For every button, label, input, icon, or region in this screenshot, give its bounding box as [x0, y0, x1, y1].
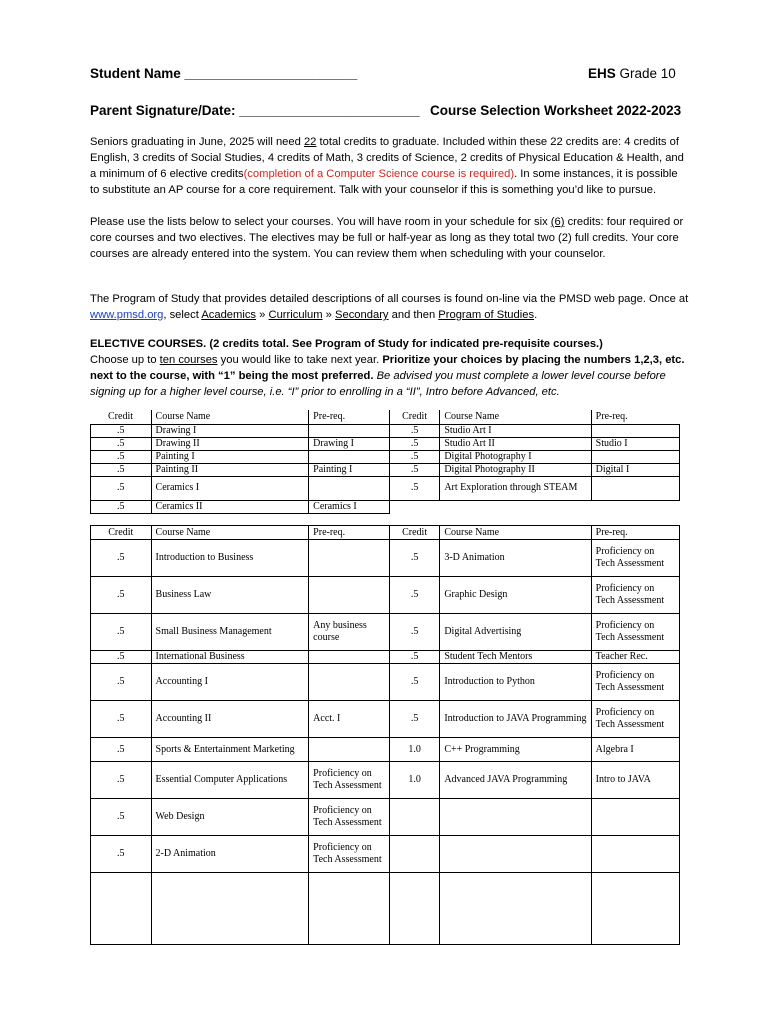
grade-label: [588, 66, 676, 81]
prereq-cell: Digital I: [591, 463, 679, 476]
course-name-cell: [440, 873, 591, 945]
credit-cell: .5: [91, 651, 152, 664]
course-name-header: Course Name: [440, 526, 591, 540]
credit-cell: .5: [91, 614, 152, 651]
table-row: [91, 463, 680, 476]
course-name-cell: Essential Computer Applications: [151, 762, 309, 799]
table-row: [91, 450, 680, 463]
prereq-cell: Intro to JAVA: [591, 762, 679, 799]
art-courses-table: [90, 410, 680, 514]
course-name-cell: Ceramics II: [151, 500, 309, 513]
prereq-cell: Proficiency on Tech Assessment: [309, 762, 390, 799]
course-name-header: Course Name: [151, 526, 309, 540]
prereq-cell: [591, 836, 679, 873]
elective-instructions: ELECTIVE COURSES. (2 credits total. See Program of Study for indicated pre-requisite courses.) Choose up to ten courses you would like to take next year. Prioritize your choices by placing the numbers 1,2,3, etc. next to the course, with “1” being the most preferred. Be advised you must complete a lower level course before signing up for a higher level course, i.e. “I” prior to enrolling in a “II”, Intro before Advanced, etc.: [90, 338, 685, 398]
prereq-cell: Drawing I: [309, 437, 390, 450]
credit-cell: .5: [389, 424, 439, 437]
prereq-cell: Studio I: [591, 437, 679, 450]
course-name-cell: Drawing I: [151, 424, 309, 437]
course-name-cell: Advanced JAVA Programming: [440, 762, 591, 799]
prereq-cell: Proficiency on Tech Assessment: [591, 664, 679, 701]
course-name-header: Course Name: [151, 410, 309, 424]
credit-cell: [389, 836, 439, 873]
course-name-cell: 3-D Animation: [440, 540, 591, 577]
table-row: [91, 664, 680, 701]
prereq-cell: [591, 476, 679, 500]
credit-cell: .5: [389, 540, 439, 577]
prereq-cell: Proficiency on Tech Assessment: [591, 614, 679, 651]
course-name-cell: Drawing II: [151, 437, 309, 450]
credit-cell: .5: [389, 463, 439, 476]
prereq-cell: [309, 540, 390, 577]
credit-cell: .5: [91, 577, 152, 614]
prereq-cell: Proficiency on Tech Assessment: [591, 540, 679, 577]
course-name-cell: Digital Photography II: [440, 463, 591, 476]
credit-cell: .5: [389, 577, 439, 614]
prereq-header: Pre-req.: [309, 410, 390, 424]
course-name-cell: Art Exploration through STEAM: [440, 476, 591, 500]
school-name: EHS: [588, 66, 616, 81]
table-row: [91, 540, 680, 577]
credit-cell: 1.0: [389, 762, 439, 799]
course-name-header: Course Name: [440, 410, 591, 424]
credit-cell: .5: [389, 664, 439, 701]
prereq-cell: [309, 651, 390, 664]
academics-link[interactable]: Academics: [201, 309, 257, 321]
credit-cell: .5: [91, 463, 152, 476]
prereq-cell: Painting I: [309, 463, 390, 476]
credit-cell: .5: [91, 424, 152, 437]
parent-signature-line[interactable]: Parent Signature/Date: ________________________: [90, 103, 420, 118]
prereq-cell: [591, 450, 679, 463]
prereq-cell: Ceramics I: [309, 500, 390, 513]
table-row: [91, 614, 680, 651]
credit-cell: .5: [389, 701, 439, 738]
table-row: [91, 836, 680, 873]
credit-cell: [389, 873, 439, 945]
credit-cell: 1.0: [389, 738, 439, 762]
credit-cell: .5: [91, 450, 152, 463]
table-row: [91, 500, 680, 513]
credit-cell: .5: [91, 836, 152, 873]
course-name-cell: Web Design: [151, 799, 309, 836]
credit-header: Credit: [91, 526, 152, 540]
prereq-cell: [309, 476, 390, 500]
table-row: [91, 651, 680, 664]
course-name-cell: Introduction to Python: [440, 664, 591, 701]
course-name-cell: Business Law: [151, 577, 309, 614]
course-name-cell: [440, 836, 591, 873]
course-name-cell: Student Tech Mentors: [440, 651, 591, 664]
prereq-header: Pre-req.: [591, 410, 679, 424]
course-name-cell: Digital Advertising: [440, 614, 591, 651]
table-row: [91, 476, 680, 500]
credit-cell: .5: [389, 437, 439, 450]
prereq-cell: [309, 738, 390, 762]
prereq-cell: [309, 424, 390, 437]
course-name-cell: Studio Art I: [440, 424, 591, 437]
credit-cell: .5: [91, 762, 152, 799]
credit-cell: .5: [91, 664, 152, 701]
intro-paragraph-2: Please use the lists below to select your courses. You will have room in your schedule for six (6) credits: four required or core courses and two electives. The electives may be full or half-year as long as they total two (2) full credits. Your core courses are already entered into the system. You can review them when scheduling with your counselor.: [90, 216, 684, 260]
course-name-cell: Accounting I: [151, 664, 309, 701]
credit-cell: .5: [91, 540, 152, 577]
prereq-cell: Acct. I: [309, 701, 390, 738]
course-name-cell: [151, 873, 309, 945]
prereq-cell: Proficiency on Tech Assessment: [591, 577, 679, 614]
table-row: [91, 424, 680, 437]
course-name-cell: 2-D Animation: [151, 836, 309, 873]
course-name-cell: Graphic Design: [440, 577, 591, 614]
credit-header: Credit: [389, 526, 439, 540]
course-name-cell: Painting I: [151, 450, 309, 463]
credit-cell: .5: [389, 651, 439, 664]
table-row: [91, 577, 680, 614]
pmsd-link[interactable]: www.pmsd.org: [90, 309, 164, 321]
program-of-studies-link[interactable]: Program of Studies: [438, 309, 535, 321]
credit-cell: .5: [91, 437, 152, 450]
grade-text: Grade 10: [619, 66, 676, 81]
table-row: [91, 701, 680, 738]
table-row: [91, 799, 680, 836]
elective-title: ELECTIVE COURSES. (2 credits total. See Program of Study for indicated pre-requisite courses.): [90, 338, 603, 350]
prereq-cell: Algebra I: [591, 738, 679, 762]
prereq-cell: [591, 424, 679, 437]
worksheet-title: Course Selection Worksheet 2022-2023: [430, 103, 682, 118]
prereq-cell: [309, 577, 390, 614]
prereq-cell: [309, 873, 390, 945]
credit-cell: .5: [389, 614, 439, 651]
prereq-header: Pre-req.: [591, 526, 679, 540]
course-name-cell: Ceramics I: [151, 476, 309, 500]
table-row: [91, 873, 680, 945]
intro-paragraph-3: The Program of Study that provides detailed descriptions of all courses is found on-line via the PMSD web page. Once at www.pmsd.org, select Academics » Curriculum » Secondary and then Program of Studies.: [90, 293, 689, 321]
credit-cell: .5: [91, 476, 152, 500]
prereq-cell: [591, 873, 679, 945]
course-name-cell: Small Business Management: [151, 614, 309, 651]
curriculum-link[interactable]: Curriculum: [268, 309, 323, 321]
course-name-cell: Introduction to Business: [151, 540, 309, 577]
course-name-cell: Painting II: [151, 463, 309, 476]
credit-cell: .5: [389, 450, 439, 463]
student-name-line[interactable]: Student Name _______________________: [90, 66, 358, 81]
credit-cell: [389, 799, 439, 836]
course-name-cell: International Business: [151, 651, 309, 664]
secondary-link[interactable]: Secondary: [335, 309, 389, 321]
prereq-cell: [591, 799, 679, 836]
prereq-cell: Any business course: [309, 614, 390, 651]
table-row: [91, 437, 680, 450]
credit-header: Credit: [389, 410, 439, 424]
prereq-cell: [309, 664, 390, 701]
course-name-cell: C++ Programming: [440, 738, 591, 762]
credit-cell: .5: [91, 701, 152, 738]
course-name-cell: Introduction to JAVA Programming: [440, 701, 591, 738]
elective-courses-table: [90, 525, 680, 945]
course-name-cell: Digital Photography I: [440, 450, 591, 463]
prereq-cell: Proficiency on Tech Assessment: [309, 836, 390, 873]
course-name-cell: Accounting II: [151, 701, 309, 738]
credit-cell: [91, 873, 152, 945]
prereq-cell: Teacher Rec.: [591, 651, 679, 664]
credit-cell: .5: [91, 738, 152, 762]
intro-paragraph-1: Seniors graduating in June, 2025 will need 22 total credits to graduate. Included within these 22 credits are: 4 credits of English, 3 credits of Social Studies, 4 credits of Math, 3 credits of Science, 2 credits of Physical Education & Health, and a minimum of 6 elective credits(completion of a Computer Science course is required). In some instances, it is possible to substitute an AP course for a core requirement. Talk with your counselor if this is something you’d like to pursue.: [90, 136, 684, 196]
cs-requirement-note: (completion of a Computer Science course is required): [243, 168, 515, 180]
credit-cell: .5: [91, 799, 152, 836]
course-name-cell: [440, 799, 591, 836]
credit-cell: .5: [91, 500, 152, 513]
empty-cell: [389, 500, 679, 513]
course-name-cell: Studio Art II: [440, 437, 591, 450]
prereq-cell: [309, 450, 390, 463]
table-row: [91, 738, 680, 762]
prereq-header: Pre-req.: [309, 526, 390, 540]
credit-header: Credit: [91, 410, 152, 424]
prereq-cell: Proficiency on Tech Assessment: [309, 799, 390, 836]
table-row: [91, 762, 680, 799]
course-name-cell: Sports & Entertainment Marketing: [151, 738, 309, 762]
prereq-cell: Proficiency on Tech Assessment: [591, 701, 679, 738]
credit-cell: .5: [389, 476, 439, 500]
